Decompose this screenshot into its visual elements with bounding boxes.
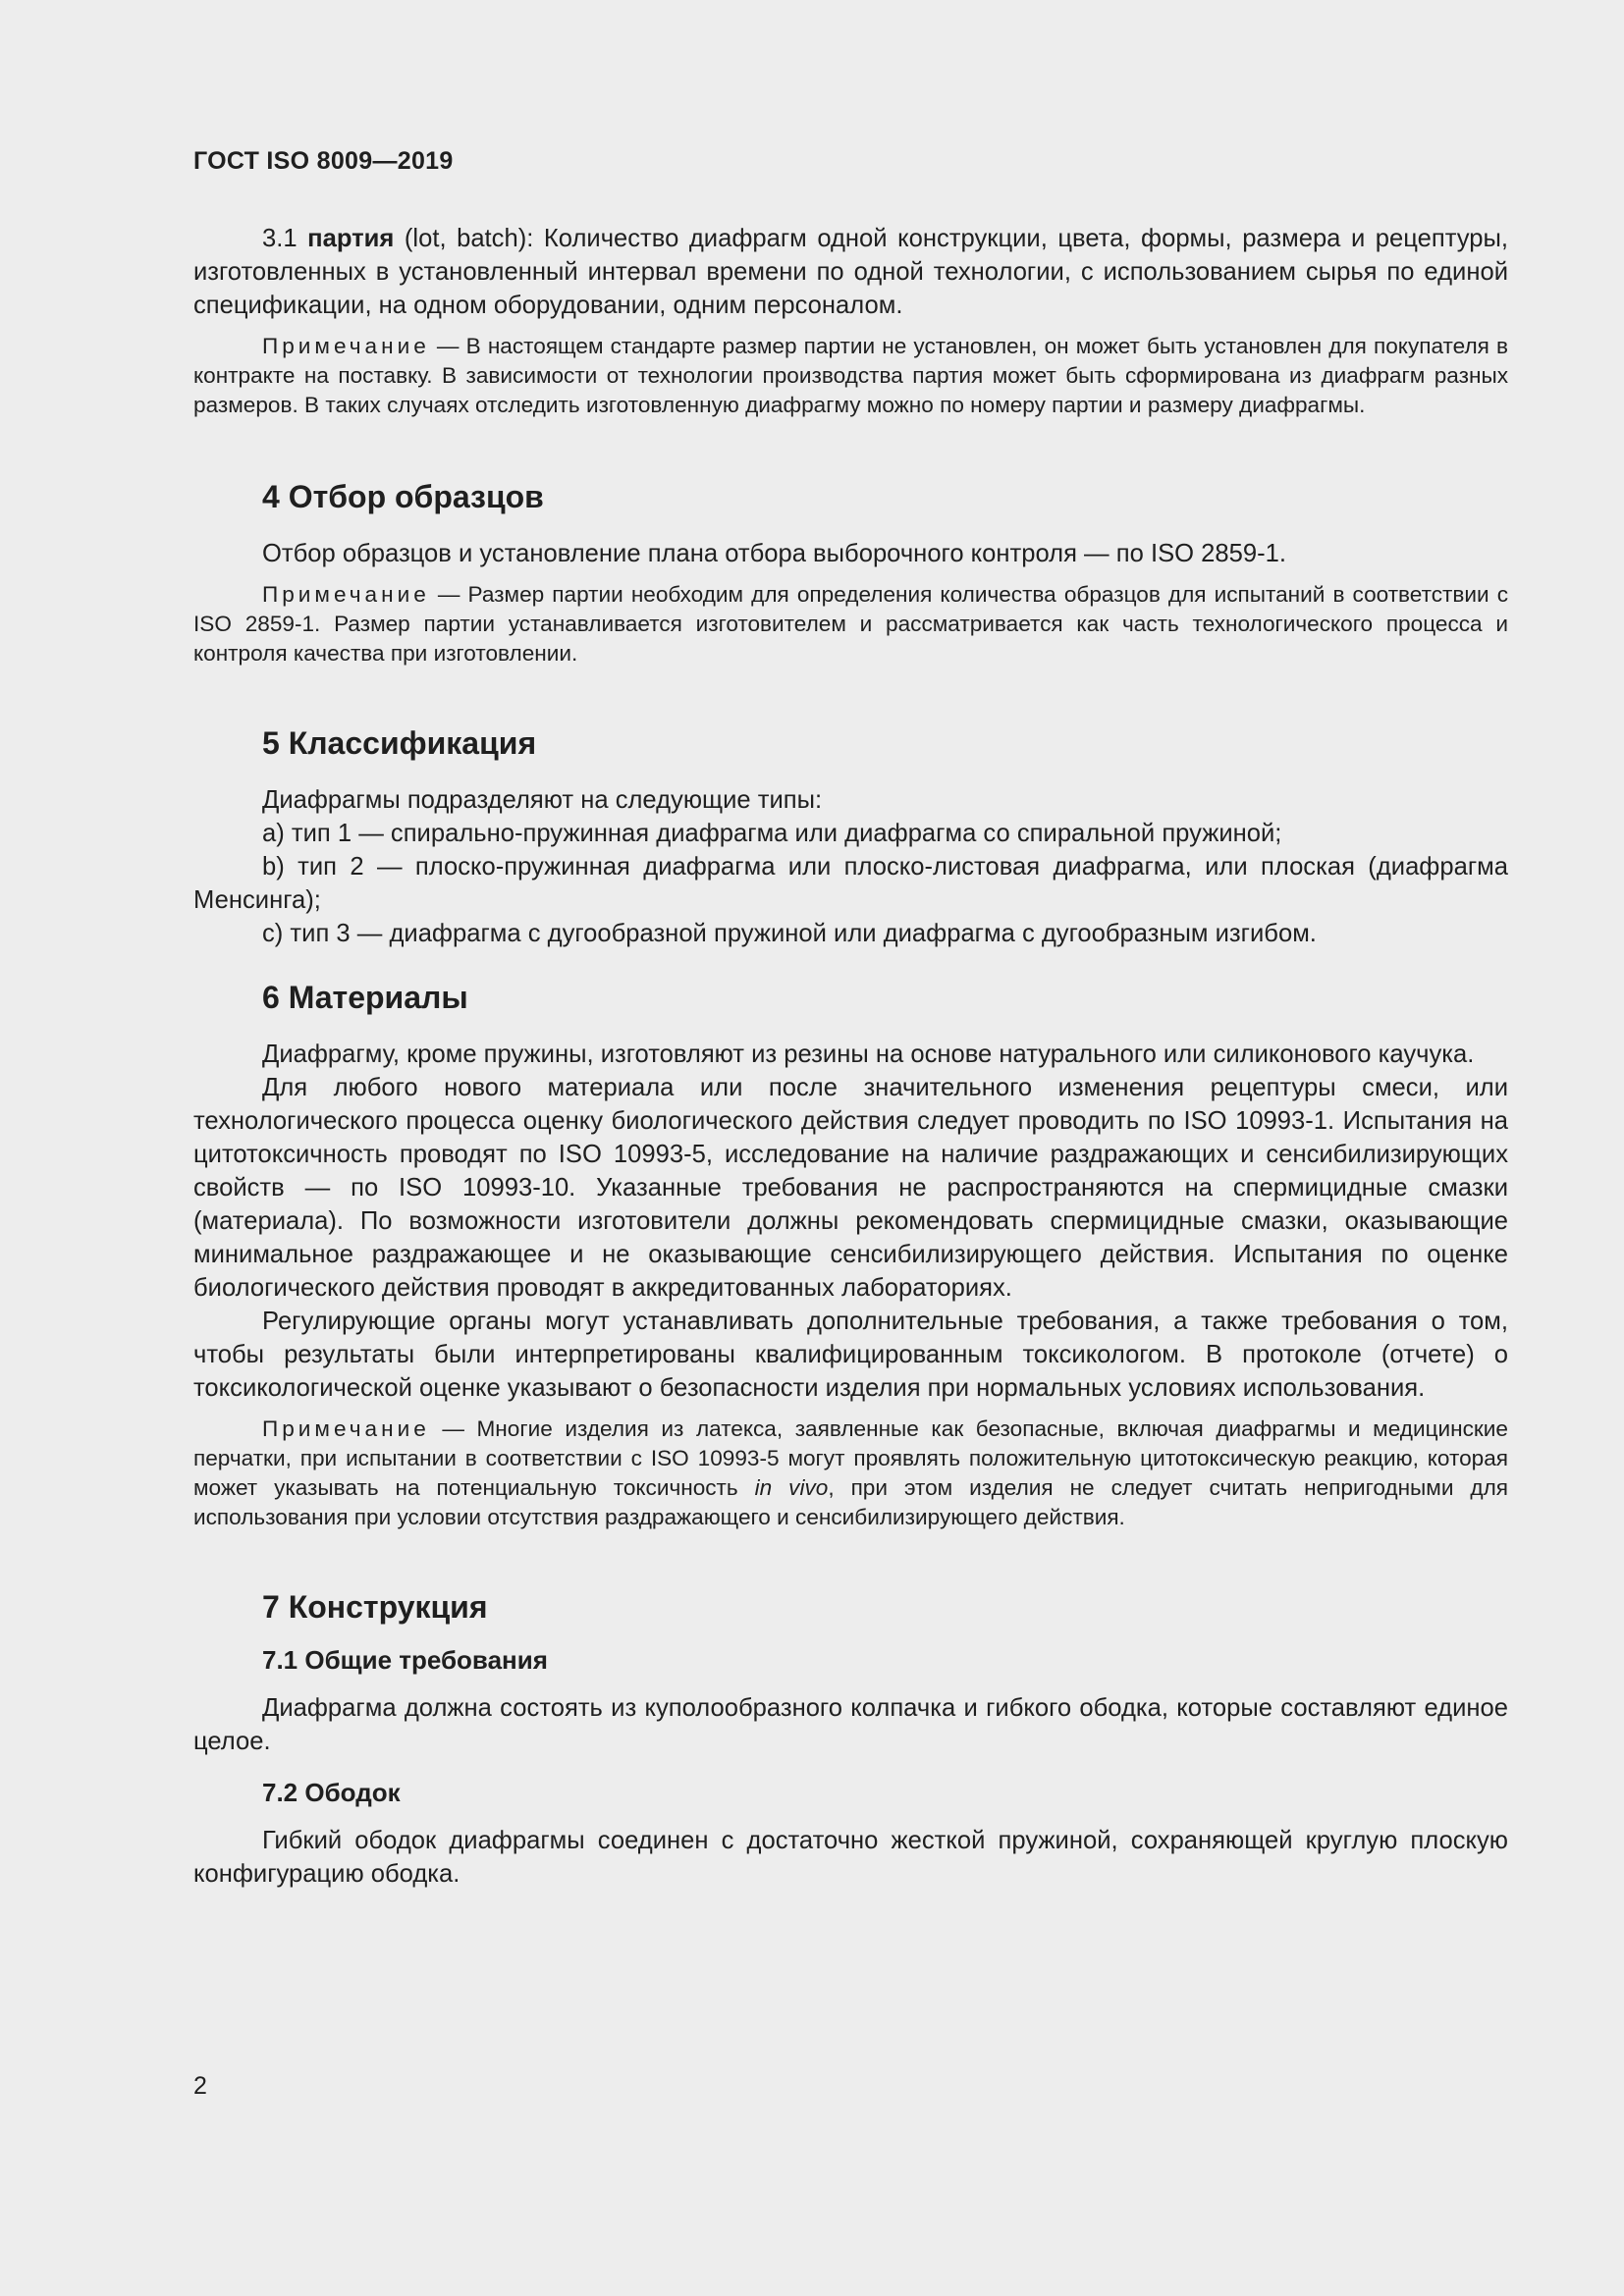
note-lead: Примечание [262, 334, 430, 358]
list-item: с) тип 3 — диафрагма с дугообразной пружиной или диафрагма с дугообразным изгибом. [262, 920, 1317, 947]
note-lead: Примечание [262, 1416, 430, 1441]
note-lead: Примечание [262, 582, 430, 607]
paragraph: Регулирующие органы могут устанавливать дополнительные требования, а также требования о том, чтобы результаты были интерпретированы квалифицированным токсикологом. В протоколе (отчете) о токсикологической оценке указывают о безопасности изделия при нормальных условиях использования. [193, 1308, 1508, 1402]
note-text: — В настоящем стандарте размер партии не установлен, он может быть установлен для покупателя в контракте на поставку. В зависимости от технологии производства партия может быть сформирована из диафрагм разных размеров. В таких случаях отследить изготовленную диафрагму можно по номеру партии и размеру диафрагмы. [193, 334, 1508, 417]
section-4-text: Отбор образцов и установление плана отбора выборочного контроля — по ISO 2859-1. [262, 540, 1286, 567]
document-header: ГОСТ ISO 8009—2019 [193, 147, 454, 175]
section-title-5: 5 Классификация [262, 725, 537, 761]
list-item: b) тип 2 — плоско-пружинная диафрагма или плоско-листовая диафрагма, или плоская (диафрагма Менсинга); [193, 853, 1508, 914]
subsection-7-1-text: Диафрагма должна состоять из куполообразного колпачка и гибкого ободка, которые составляют единое целое. [193, 1694, 1508, 1755]
paragraph: Для любого нового материала или после значительного изменения рецептуры смеси, или технологического процесса оценку биологического действия следует проводить по ISO 10993-1. Испытания на цитотоксичность проводят по ISO 10993-5, исследование на наличие раздражающих и сенсибилизирующих свойств — по ISO 10993-10. Указанные требования не распространяются на спермицидные смазки (материала). По возможности изготовители должны рекомендовать спермицидные смазки, оказывающие минимальное раздражающее и не оказывающие сенсибилизирующего действия. Испытания по оценке биологического действия проводят в аккредитованных лабораториях. [193, 1074, 1508, 1302]
page-number: 2 [193, 2072, 207, 2100]
document-body [193, 222, 1508, 1891]
note-6 [193, 1415, 1508, 1532]
subsection-title-7-1: 7.1 Общие требования [262, 1645, 548, 1675]
note-text: — Размер партии необходим для определения количества образцов для испытаний в соответствии с ISO 2859-1. Размер партии устанавливается изготовителем и рассматривается как часть технологического процесса и контроля качества при изготовлении. [193, 582, 1508, 666]
subsection-title-7-2: 7.2 Ободок [262, 1778, 401, 1807]
subsection-7-2-text: Гибкий ободок диафрагмы соединен с достаточно жесткой пружиной, сохраняющей круглую плоскую конфигурацию ободка. [193, 1827, 1508, 1888]
paragraph: Диафрагму, кроме пружины, изготовляют из резины на основе натурального или силиконового каучука. [262, 1041, 1475, 1068]
term-definition: (lot, batch): Количество диафрагм одной конструкции, цвета, формы, размера и рецептуры, изготовленных в установленный интервал времени по одной технологии, с использованием сырья по единой спецификации, на одном оборудовании, одним персоналом. [193, 225, 1508, 319]
clause-3-1 [193, 222, 1508, 322]
term: партия [307, 225, 395, 252]
note-text: — Многие изделия из латекса, заявленные как безопасные, включая диафрагмы и медицинские перчатки, при испытании в соответствии с ISO 10993-5 могут проявлять положительную цитотоксическую реакцию, которая может указывать на потенциальную токсичность [193, 1416, 1508, 1500]
clause-number: 3.1 [262, 225, 298, 252]
note-4 [193, 580, 1508, 668]
section-title-4: 4 Отбор образцов [262, 479, 544, 514]
section-5-intro: Диафрагмы подразделяют на следующие типы: [262, 786, 823, 814]
section-title-7: 7 Конструкция [262, 1589, 488, 1625]
section-title-6: 6 Материалы [262, 980, 468, 1015]
list-item: а) тип 1 — спирально-пружинная диафрагма или диафрагма со спиральной пружиной; [262, 820, 1282, 847]
note-italic: in vivo [754, 1475, 829, 1500]
note-text: , при этом изделия не следует считать непригодными для использования при условии отсутствия раздражающего и сенсибилизирующего действия. [193, 1475, 1509, 1529]
note-3-1 [193, 332, 1508, 420]
